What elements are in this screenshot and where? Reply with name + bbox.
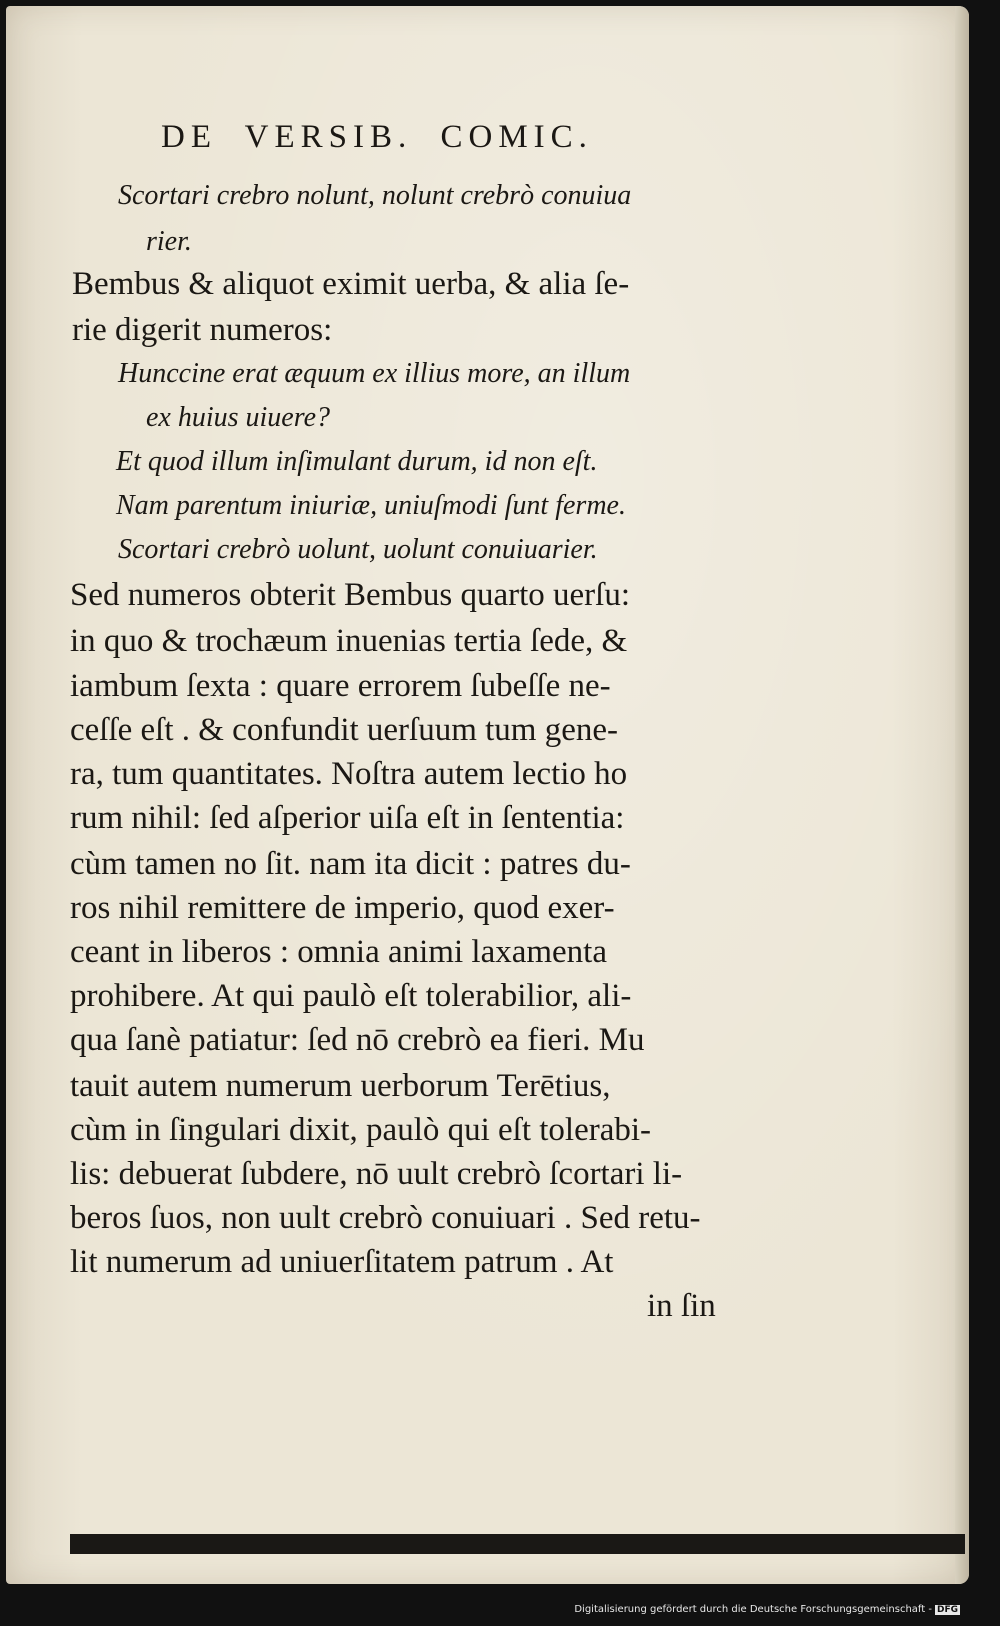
text-line: cùm in ſingulari dixit, paulò qui eſt tolerabi- [70,1112,652,1148]
text-line: prohibere. At qui paulò eſt tolerabilior, ali- [70,978,632,1014]
book-page [6,6,969,1584]
text-line: rum nihil: ſed aſperior uiſa eſt in ſententia: [70,800,625,836]
text-line: Bembus & aliquot eximit uerba, & alia ſe- [72,266,630,302]
scan-shadow-strip [70,1534,965,1554]
text-line: Hunccine erat æquum ex illius more, an illum [118,358,631,389]
text-line: Nam parentum iniuriæ, uniuſmodi ſunt ferme. [116,490,626,521]
credit-text: Digitalisierung gefördert durch die Deutsche Forschungsgemeinschaft - [574,1604,932,1615]
digitization-credit [574,1604,960,1615]
text-line: Scortari crebro nolunt, nolunt crebrò conuiua [118,180,632,211]
text-line: ra, tum quantitates. Noſtra autem lectio ho [70,756,628,792]
text-line: beros ſuos, non uult crebrò conuiuari . Sed retu- [70,1200,701,1236]
text-line: ex huius uiuere? [146,402,331,433]
text-line: Sed numeros obterit Bembus quarto uerſu: [70,577,630,613]
text-line: in quo & trochæum inuenias tertia ſede, & [70,623,628,659]
running-header: DE VERSIB. COMIC. [161,119,593,155]
text-line: lit numerum ad uniuerſitatem patrum . At [70,1244,614,1280]
text-line: lis: debuerat ſubdere, nō uult crebrò ſcortari li- [70,1156,683,1192]
text-line: tauit autem numerum uerborum Terētius, [70,1068,611,1104]
text-line: cùm tamen no ſit. nam ita dicit : patres du- [70,846,631,882]
text-line: qua ſanè patiatur: ſed nō crebrò ea fieri. Mu [70,1022,645,1058]
text-line: Et quod illum inſimulant durum, id non eſt. [116,446,598,477]
text-line: iambum ſexta : quare errorem ſubeſſe ne- [70,668,611,704]
text-line: ceant in liberos : omnia animi laxamenta [70,934,607,970]
text-line: rie digerit numeros: [72,312,333,348]
text-line: in ſin [647,1288,716,1324]
dfg-logo: DFG [936,1605,958,1615]
text-line: ros nihil remittere de imperio, quod exer- [70,890,615,926]
text-line: Scortari crebrò uolunt, uolunt conuiuarier. [118,534,598,565]
page-text [6,6,969,1584]
text-line: ceſſe eſt . & confundit uerſuum tum gene- [70,712,618,748]
text-line: rier. [146,226,192,257]
